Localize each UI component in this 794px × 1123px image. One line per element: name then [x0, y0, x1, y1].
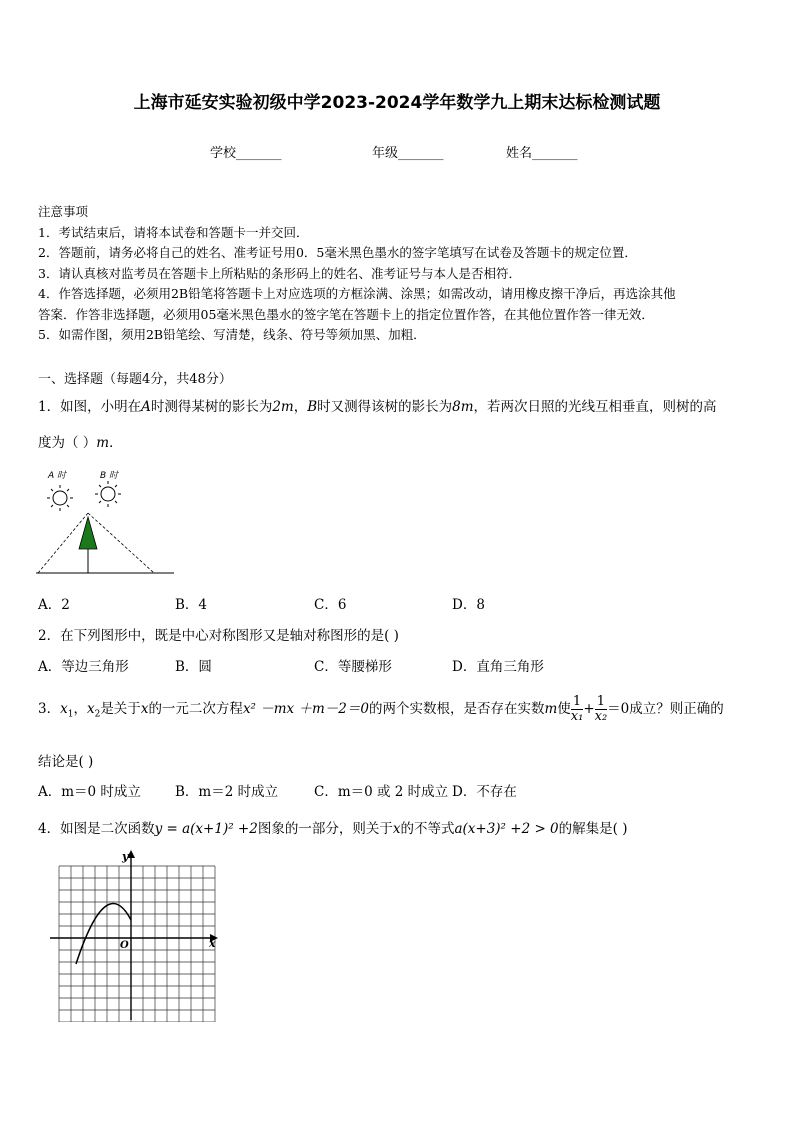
- grade-field: [372, 142, 444, 161]
- frac-den: x₁: [570, 709, 584, 724]
- q2-option-c: C．等腰梯形: [314, 659, 392, 675]
- q4-text: 的解集是( ): [558, 821, 628, 837]
- q3-text: 是关于: [100, 701, 141, 717]
- q1-text: ，若两次日照的光线互相垂直，则树的高: [473, 399, 717, 415]
- q1-text: ，: [293, 399, 308, 415]
- q1-text: ．: [109, 435, 123, 451]
- q1-text: 度为（ ）: [38, 435, 97, 451]
- question-3-line-1: 3．$x_1$，$x_2$是关于x的一元二次方程x² －mx ＋m－2＝0的两个实数根，是否存在实数m使 $\frac{1}{\text{x₁}}$ + $\frac{1}{\text{x₂}}$ ＝0成立？则正确的: [38, 694, 724, 724]
- q1-option-c: C．6: [314, 597, 347, 613]
- tree-icon: [79, 517, 97, 549]
- q1-value-2: 8m: [452, 399, 474, 415]
- y-axis-label: y: [122, 850, 129, 863]
- school-blank: _______: [236, 146, 282, 161]
- school-field: [210, 142, 282, 161]
- q3-text: 的两个实数根，是否存在实数: [368, 701, 545, 717]
- notice-item: 5．如需作图，须用2B铅笔绘、写清楚，线条、符号等须加黑、加粗．: [38, 327, 426, 342]
- q3-option-a: A．m＝0 时成立: [38, 784, 141, 800]
- q4-var: x: [392, 821, 401, 837]
- section-heading: 一、选择题（每题4分，共48分）: [38, 372, 232, 387]
- q3-text: 使: [557, 701, 571, 717]
- q1-unit: m: [96, 435, 110, 451]
- frac-num: 1: [571, 695, 584, 710]
- q3-option-c: C．m＝0 或 2 时成立: [314, 784, 449, 800]
- sun-a-icon: [47, 485, 73, 511]
- q4-function: y = a(x+1)² +2: [154, 821, 258, 837]
- notice-item: 3．请认真核对监考员在答题卡上所粘贴的条形码上的姓名、准考证号与本人是否相符．: [38, 265, 521, 281]
- q1-value-1: 2m: [272, 399, 294, 415]
- frac-den: x₂: [594, 709, 608, 724]
- notice-heading: 注意事项: [38, 204, 89, 219]
- frac-num: 1: [595, 695, 608, 710]
- light-ray-b: [88, 513, 154, 573]
- q1-option-b: B．4: [175, 597, 208, 613]
- q4-text: 的不等式: [400, 821, 455, 837]
- q3-var: x: [60, 701, 68, 717]
- origin-label: O: [120, 940, 129, 951]
- q1-text: 1．如图，小明在: [38, 399, 142, 415]
- tree-shadow-figure: [34, 465, 176, 580]
- fig-label-b: B 时: [100, 471, 119, 481]
- q3-option-b: B．m＝2 时成立: [175, 784, 279, 800]
- q3-text: ＝0成立？则正确的: [607, 701, 724, 717]
- q1-option-d: D．8: [452, 597, 485, 613]
- notice-item: 1．考试结束后，请将本试卷和答题卡一并交回．: [38, 224, 309, 240]
- name-blank: _______: [532, 146, 578, 161]
- q1-option-a: A．2: [38, 597, 70, 613]
- name-label: 姓名: [506, 146, 533, 161]
- q3-var: m: [544, 701, 558, 717]
- q3-text: 3．: [38, 701, 61, 717]
- q3-text: 的一元二次方程: [148, 701, 243, 717]
- question-3-line-2: 结论是( ): [38, 754, 94, 770]
- notice-section: [38, 202, 676, 346]
- grade-blank: _______: [398, 146, 444, 161]
- x-axis-label: x: [209, 937, 216, 950]
- parabola-curve: [76, 904, 131, 964]
- q3-var: x: [140, 701, 149, 717]
- q2-option-b: B．圆: [175, 659, 212, 675]
- notice-item: 2．答题前，请务必将自己的姓名、准考证号用0．5毫米黑色墨水的签字笔填写在试卷及答题卡的规定位置．: [38, 245, 637, 260]
- q3-fraction-1: [571, 695, 584, 724]
- q3-text: ，: [73, 701, 87, 717]
- name-field: [506, 142, 578, 161]
- q1-var-b: B: [307, 399, 318, 415]
- q3-plus: +: [583, 701, 595, 717]
- q1-text: 时又测得该树的影长为: [317, 399, 453, 415]
- q4-text: 图象的一部分，则关于: [257, 821, 393, 837]
- page-title: 上海市延安实验初级中学2023-2024学年数学九上期末达标检测试题: [133, 93, 661, 113]
- q3-fraction-2: [595, 695, 608, 724]
- fig-label-a: A 时: [48, 471, 67, 481]
- school-label: 学校: [210, 146, 237, 161]
- grade-label: 年级: [372, 146, 399, 161]
- notice-item: 答案．作答非选择题，必须用05毫米黑色墨水的签字笔在答题卡上的指定位置作答，在其他位置作答一律无效．: [38, 306, 654, 322]
- q3-equation: x² －mx ＋m－2＝0: [242, 701, 369, 717]
- question-1-line-1: [38, 395, 717, 415]
- question-2: 2．在下列图形中，既是中心对称图形又是轴对称图形的是( ): [38, 628, 399, 644]
- q2-option-d: D．直角三角形: [452, 659, 544, 675]
- q1-var-a: A: [141, 399, 151, 415]
- q4-text: 4．如图是二次函数: [38, 821, 155, 837]
- question-1-line-2: [38, 431, 123, 451]
- sun-b-icon: [95, 481, 121, 507]
- q2-option-a: A．等边三角形: [38, 659, 129, 675]
- q3-option-d: D．不存在: [452, 784, 517, 800]
- q3-var: x: [86, 701, 95, 717]
- parabola-graph: [48, 846, 220, 1022]
- q1-text: 时测得某树的影长为: [150, 399, 273, 415]
- question-4: [38, 817, 627, 837]
- q4-inequality: a(x+3)² +2 > 0: [454, 821, 559, 837]
- notice-item: 4．作答选择题，必须用2B铅笔将答题卡上对应选项的方框涂满、涂黑；如需改动，请用橡皮擦干净后，再选涂其他: [38, 286, 676, 301]
